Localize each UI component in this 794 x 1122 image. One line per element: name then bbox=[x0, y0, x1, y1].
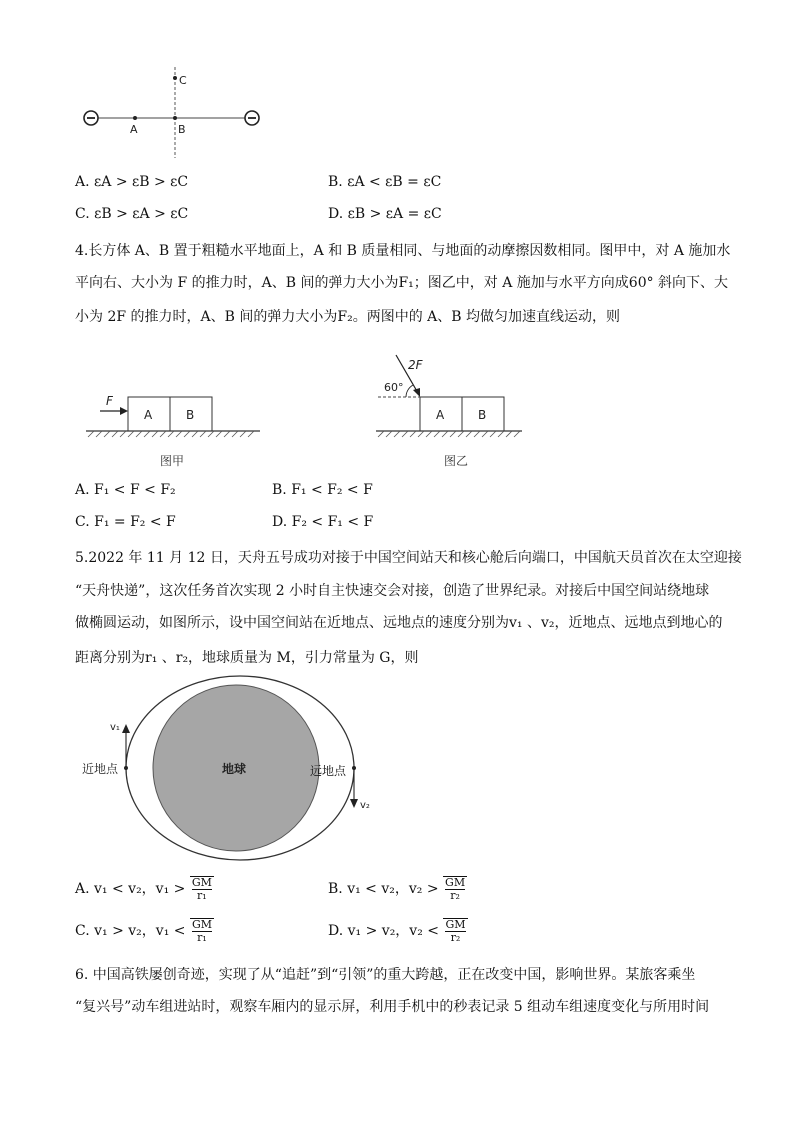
fraction-denominator: r₂ bbox=[450, 889, 460, 902]
q5-option-b bbox=[328, 876, 467, 902]
block-a-label: A bbox=[144, 408, 153, 422]
figure-yi-caption: 图乙 bbox=[444, 454, 469, 468]
q3-option-c: C. εB > εA > εC bbox=[75, 206, 189, 222]
q4-line-2: 平向右、大小为 F 的推力时，A、B 间的弹力大小为F₁；图乙中，对 A 施加与水平方向成60° 斜向下、大 bbox=[75, 275, 729, 291]
q5-option-a-text: A. v₁ < v₂，v₁ > bbox=[75, 881, 186, 897]
q5-line-2: “天舟快递”，这次任务首次实现 2 小时自主快速交会对接，创造了世界纪录。对接后中国空间站绕地球 bbox=[75, 583, 710, 599]
apogee-label-text: 远地点 bbox=[310, 764, 347, 778]
q4-line-3: 小为 2F 的推力时，A、B 间的弹力大小为F₂。两图中的 A、B 均做匀加速直线运动，则 bbox=[75, 309, 620, 325]
q5-line-4: 距离分别为r₁ 、r₂，地球质量为 M，引力常量为 G，则 bbox=[75, 650, 419, 666]
point-b-label: B bbox=[178, 123, 186, 136]
figure-yi bbox=[372, 345, 532, 470]
q3-option-b: B. εA < εB = εC bbox=[328, 174, 442, 190]
sqrt-icon bbox=[443, 876, 467, 902]
fraction-numerator: GM bbox=[191, 876, 212, 889]
figure-jia-caption: 图甲 bbox=[160, 454, 185, 468]
q3-option-a: A. εA > εB > εC bbox=[75, 174, 189, 190]
q5-line-3: 做椭圆运动，如图所示，设中国空间站在近地点、远地点的速度分别为v₁ 、v₂，近地点、远地点到地心的 bbox=[75, 615, 723, 631]
earth-label: 地球 bbox=[222, 762, 247, 776]
perigee-label: 近地点 bbox=[82, 762, 119, 776]
q4-option-d: D. F₂ < F₁ < F bbox=[272, 514, 374, 530]
q5-option-c-text: C. v₁ > v₂，v₁ < bbox=[75, 923, 186, 939]
q5-option-c bbox=[75, 918, 214, 944]
q6-line-2: “复兴号”动车组进站时，观察车厢内的显示屏，利用手机中的秒表记录 5 组动车组速度变化与所用时间 bbox=[75, 999, 710, 1015]
q4-option-c: C. F₁ = F₂ < F bbox=[75, 514, 176, 530]
block-b-label: B bbox=[186, 408, 195, 422]
sqrt-icon bbox=[443, 918, 467, 944]
figure-jia bbox=[82, 385, 267, 470]
angle-60-label: 60° bbox=[384, 381, 404, 394]
force-f-label: F bbox=[106, 394, 113, 408]
q4-option-b: B. F₁ < F₂ < F bbox=[272, 482, 373, 498]
q5-option-d-text: D. v₁ > v₂，v₂ < bbox=[328, 923, 440, 939]
q5-option-b-text: B. v₁ < v₂，v₂ > bbox=[328, 881, 439, 897]
v1-label: v₁ bbox=[110, 722, 120, 733]
fraction-numerator: GM bbox=[445, 876, 466, 889]
fraction-denominator: r₂ bbox=[450, 931, 461, 944]
fraction-numerator: GM bbox=[445, 918, 466, 931]
point-c-label: C bbox=[179, 74, 187, 87]
q5-line-1: 5.2022 年 11 月 12 日，天舟五号成功对接于中国空间站天和核心舱后向端口，中国航天员首次在太空迎接 bbox=[75, 550, 742, 566]
block-a-label: A bbox=[436, 408, 445, 422]
q4-option-a: A. F₁ < F < F₂ bbox=[75, 482, 176, 498]
block-b-label: B bbox=[478, 408, 487, 422]
q3-option-d: D. εB > εA = εC bbox=[328, 206, 442, 222]
fraction-denominator: r₁ bbox=[197, 889, 207, 902]
point-a-label: A bbox=[130, 123, 138, 136]
fraction-denominator: r₁ bbox=[197, 931, 207, 944]
q6-line-1: 6. 中国高铁屡创奇迹，实现了从“追赶”到“引领”的重大跨越，正在改变中国，影响世界。某旅客乘坐 bbox=[75, 967, 696, 983]
sqrt-icon bbox=[190, 918, 214, 944]
sqrt-icon bbox=[190, 876, 214, 902]
q4-line-1: 4.长方体 A、B 置于粗糙水平地面上，A 和 B 质量相同、与地面的动摩擦因数相同。图甲中，对 A 施加水 bbox=[75, 243, 731, 259]
force-2f-label: 2F bbox=[408, 358, 423, 372]
charge-figure bbox=[80, 62, 280, 162]
fraction-numerator: GM bbox=[191, 918, 213, 931]
q5-option-a bbox=[75, 876, 214, 902]
q5-option-d bbox=[328, 918, 468, 944]
v2-label: v₂ bbox=[360, 800, 370, 811]
